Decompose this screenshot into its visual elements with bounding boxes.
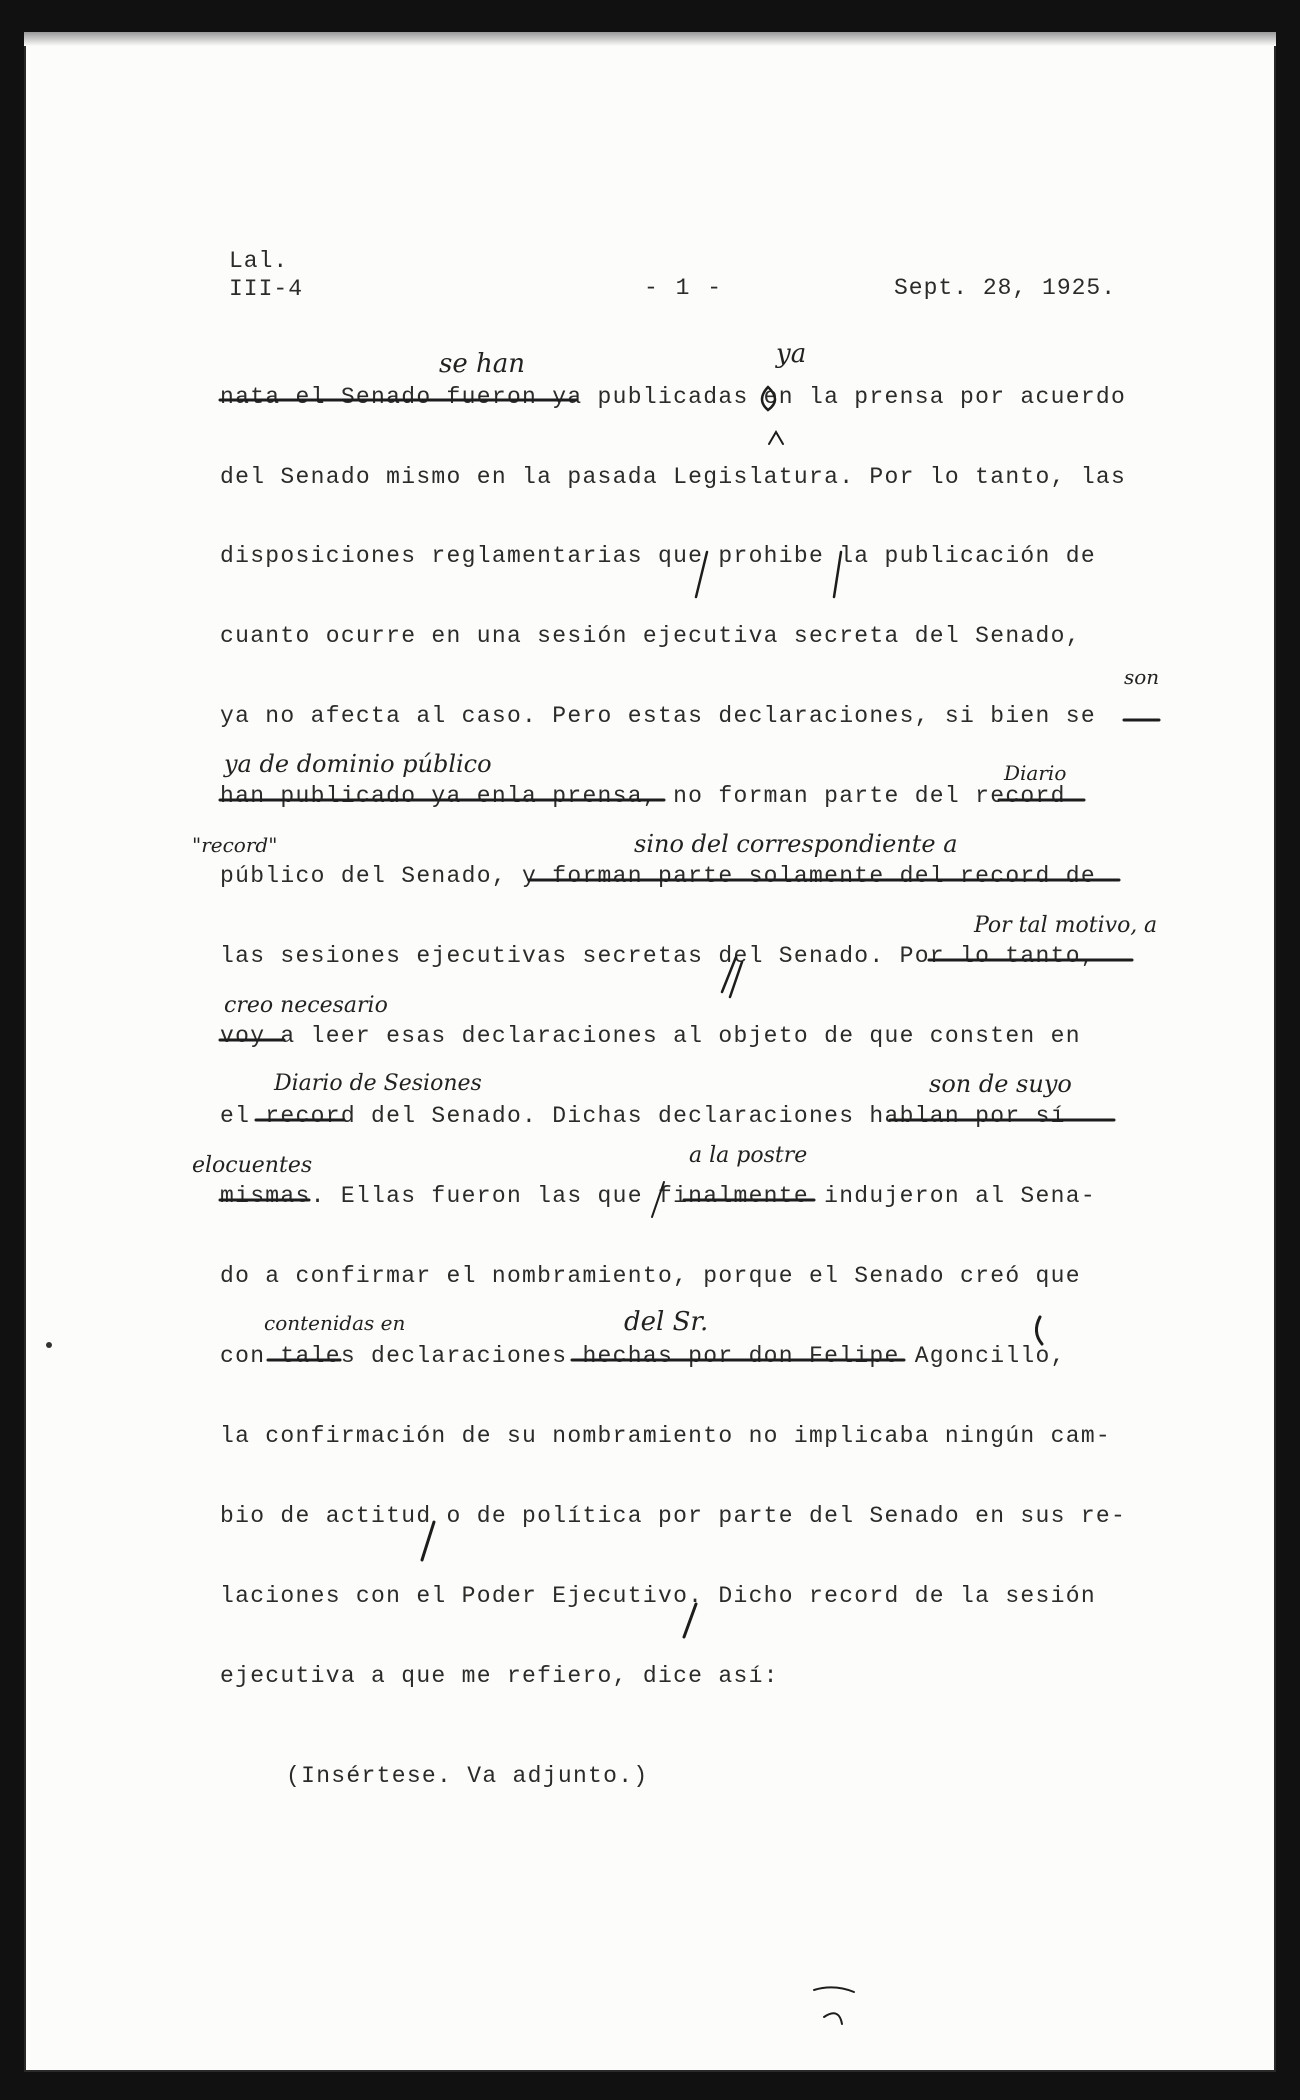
handwritten-note-12: elocuentes xyxy=(192,1153,313,1178)
body-line-2: del Senado mismo en la pasada Legislatura. Por lo tanto, las xyxy=(220,464,1127,490)
insert-stroke-12 xyxy=(1036,1317,1042,1344)
body-line-6: han publicado ya enla prensa, no forman parte del record xyxy=(220,783,1066,809)
body-line-4: cuanto ocurre en una sesión ejecutiva secreta del Senado, xyxy=(220,623,1081,649)
body-line-7: público del Senado, y forman parte solamente del record de xyxy=(220,863,1096,889)
body-line-15: bio de actitud o de política por parte del Senado en sus re- xyxy=(220,1503,1127,1529)
handwritten-note-15: del Sr. xyxy=(624,1307,709,1337)
body-line-17: ejecutiva a que me refiero, dice así: xyxy=(220,1663,779,1689)
typed-page xyxy=(24,32,1276,2072)
body-line-3: disposiciones reglamentarias que prohibe la publicación de xyxy=(220,543,1096,569)
body-line-16: laciones con el Poder Ejecutivo. Dicho record de la sesión xyxy=(220,1583,1096,1609)
body-line-14: la confirmación de su nombramiento no implicaba ningún cam- xyxy=(220,1423,1112,1449)
handwritten-note-1: se han xyxy=(439,349,525,379)
document-code xyxy=(229,247,303,303)
page-top-edge xyxy=(24,32,1276,46)
handwritten-note-9: creo necesario xyxy=(224,993,388,1018)
body-line-10: el record del Senado. Dichas declaraciones hablan por sí xyxy=(220,1103,1066,1129)
caret-mark-1 xyxy=(769,432,783,444)
body-line-11: mismas. Ellas fueron las que finalmente indujeron al Sena- xyxy=(220,1183,1096,1209)
handwritten-note-14: contenidas en xyxy=(264,1311,406,1335)
body-line-13: con tales declaraciones hechas por don Felipe Agoncillo, xyxy=(220,1343,1066,1369)
scan-speck xyxy=(46,1342,52,1348)
handwritten-note-11: son de suyo xyxy=(929,1070,1072,1098)
handwritten-note-13: a la postre xyxy=(689,1143,808,1168)
handwritten-note-10: Diario de Sesiones xyxy=(274,1071,482,1096)
handwritten-note-6: "record" xyxy=(192,833,278,857)
body-line-5: ya no afecta al caso. Pero estas declaraciones, si bien se xyxy=(220,703,1096,729)
body-line-1: nata el Senado fueron ya publicadas en la prensa por acuerdo xyxy=(220,384,1127,410)
body-line-8: las sesiones ejecutivas secretas del Senado. Por lo tanto, xyxy=(220,943,1096,969)
body-line-12: do a confirmar el nombramiento, porque el Senado creó que xyxy=(220,1263,1081,1289)
handwritten-note-2: ya xyxy=(776,339,807,369)
code-line-1: Lal. xyxy=(229,248,289,274)
code-line-2: III-4 xyxy=(229,276,304,302)
page-number: - 1 - xyxy=(644,275,724,301)
handwritten-edits xyxy=(24,32,1276,2072)
body-line-9: voy a leer esas declaraciones al objeto de que consten en xyxy=(220,1023,1081,1049)
document-date: Sept. 28, 1925. xyxy=(894,275,1117,301)
handwritten-note-4: ya de dominio público xyxy=(224,750,492,778)
ink-scribble-bottom xyxy=(814,1987,854,2024)
insert-instruction: (Insértese. Va adjunto.) xyxy=(286,1763,649,1789)
handwritten-note-5: Diario xyxy=(1004,761,1067,785)
handwritten-note-8: Por tal motivo, xyxy=(974,913,1138,938)
handwritten-note-3: son xyxy=(1124,665,1160,689)
handwritten-note-7: sino del correspondiente a xyxy=(634,830,958,858)
handwritten-note-16: a xyxy=(1144,913,1158,938)
